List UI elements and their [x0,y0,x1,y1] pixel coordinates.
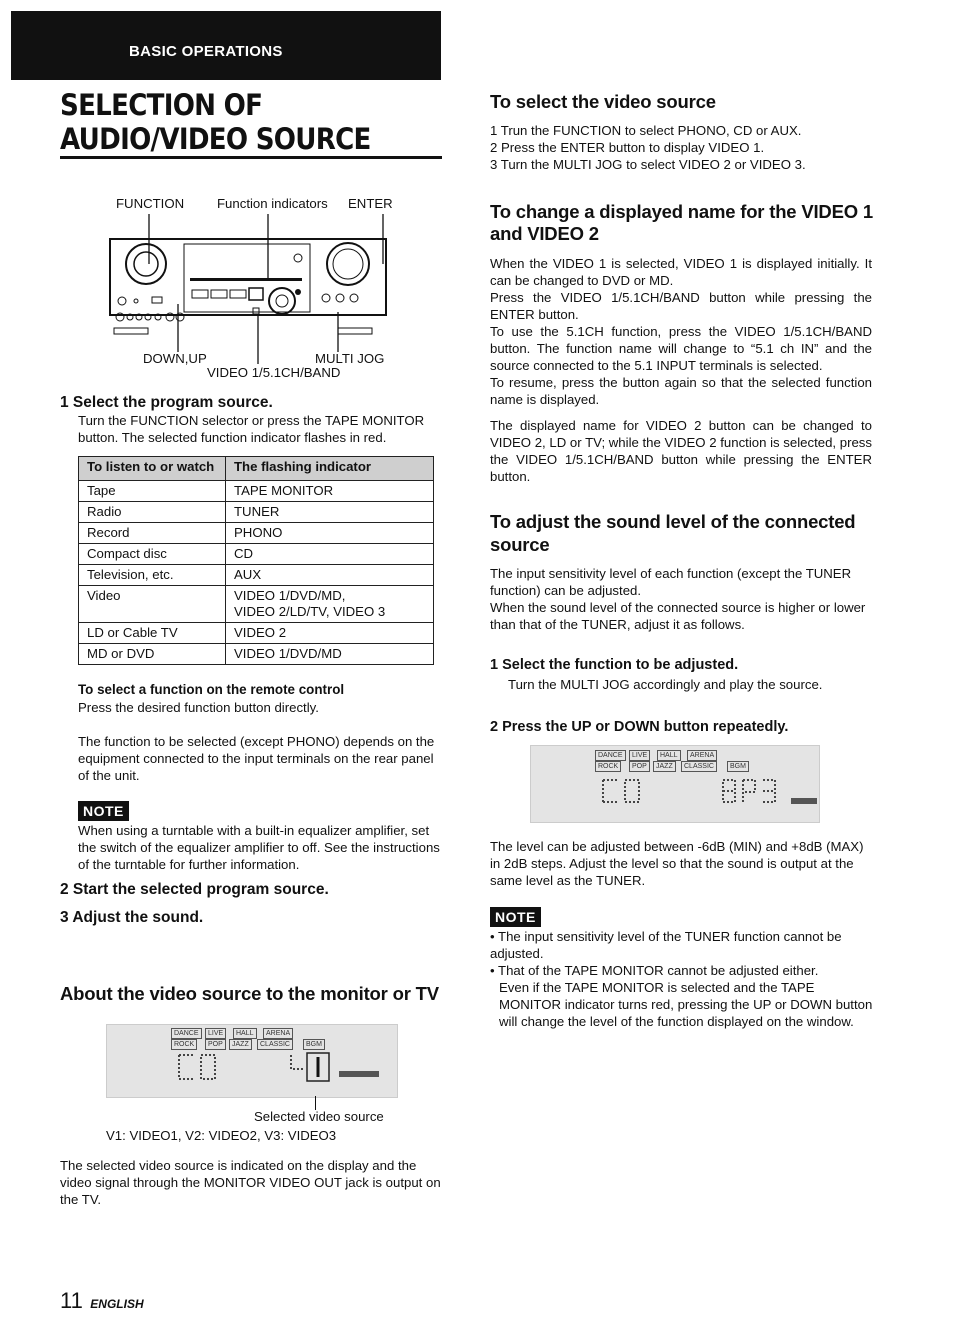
table-row [79,481,434,502]
lcd-tag: LIVE [629,750,650,761]
table-row [79,565,434,586]
lcd-tag: DANCE [595,750,626,761]
table-cell: TUNER [226,502,434,523]
remote-heading: To select a function on the remote control [78,682,345,697]
lcd-tag: ROCK [595,761,621,772]
display-video-source [106,1024,398,1098]
lcd-tag: BGM [727,761,749,772]
change-name-body [490,255,872,485]
section-label: BASIC OPERATIONS [129,43,283,60]
paragraph: Even if the TAPE MONITOR is selected and the TAPE MONITOR indicator turns red, pressing the UP or DOWN button will change the level of the function displayed on the window. [499,980,873,1029]
step1-text: Turn the FUNCTION selector or press the TAPE MONITOR button. The selected function indicator flashes in red. [78,413,425,445]
function-table [78,456,434,665]
table-cell-line: VIDEO 2/LD/TV, VIDEO 3 [234,604,386,619]
table-cell: Video [79,586,226,623]
paragraph: When the VIDEO 1 is selected, VIDEO 1 is displayed initially. It can be changed to DVD or MD. [490,256,872,288]
about-text: The selected video source is indicated on the display and the video signal through the MONITOR VIDEO OUT jack is output on the TV. [60,1158,441,1207]
table-header: To listen to or watch [79,457,226,481]
paragraph: To resume, press the button again so that the selected function name is displayed. [490,375,872,407]
display-caption: Selected video source [254,1109,384,1124]
footer-language: ENGLISH [90,1297,144,1311]
page-footer [60,1288,144,1314]
table-row [79,523,434,544]
table-row [79,644,434,665]
page-title: SELECTION OF AUDIO/VIDEO SOURCE [60,88,371,156]
lcd-tag: POP [205,1039,226,1050]
table-header: The flashing indicator [226,457,434,481]
change-name-heading: To change a displayed name for the VIDEO 1 and VIDEO 2 [490,201,873,244]
display-level [530,745,820,823]
table-row [79,623,434,644]
list-item: • That of the TAPE MONITOR cannot be adjusted either. [490,963,819,978]
table-cell: Record [79,523,226,544]
lcd-tag: ARENA [687,750,717,761]
level-text: The level can be adjusted between -6dB (MIN) and +8dB (MAX) in 2dB steps. Adjust the level so that the sound is output at the same level as the TUNER. [490,839,864,888]
table-cell [226,586,434,623]
list-item: 2 Press the ENTER button to display VIDEO 1. [490,140,765,155]
paragraph: The displayed name for VIDEO 2 button can be changed to VIDEO 2, LD or TV; while the VIDEO 2 function is selected, press the VIDEO 1/5.1CH/BAND button while pressing the ENTER button. [490,418,872,484]
lcd-tag: CLASSIC [681,761,717,772]
table-cell: Compact disc [79,544,226,565]
lcd-segments [531,746,819,822]
select-video-heading: To select the video source [490,91,716,112]
adjust-step1-text: Turn the MULTI JOG accordingly and play the source. [508,677,823,692]
note-badge: NOTE [78,801,129,821]
page-number: 11 [60,1288,83,1313]
table-cell: AUX [226,565,434,586]
lcd-tag: HALL [657,750,681,761]
label-function-indicators: Function indicators [217,196,328,211]
label-multi-jog: MULTI JOG [315,351,385,366]
step2-heading: 2 Start the selected program source. [60,881,329,898]
step1-heading: 1 Select the program source. [60,394,273,411]
video-legend: V1: VIDEO1, V2: VIDEO2, V3: VIDEO3 [106,1128,337,1143]
table-cell-line: VIDEO 1/DVD/MD, [234,588,346,603]
list-item: 3 Turn the MULTI JOG to select VIDEO 2 or VIDEO 3. [490,157,806,172]
select-video-steps [490,122,806,173]
label-enter: ENTER [348,196,393,211]
title-rule [60,156,442,159]
table-cell: VIDEO 2 [226,623,434,644]
label-function: FUNCTION [116,196,185,211]
note-badge: NOTE [490,907,541,927]
lcd-tag: HALL [233,1028,257,1039]
lcd-tag: LIVE [205,1028,226,1039]
table-cell: LD or Cable TV [79,623,226,644]
about-heading: About the video source to the monitor or TV [60,983,439,1004]
table-header-row [79,457,434,481]
lcd-tag: JAZZ [229,1039,252,1050]
lcd-segments [107,1025,397,1097]
adjust-step2-heading: 2 Press the UP or DOWN button repeatedly. [490,719,789,735]
lcd-tag: JAZZ [653,761,676,772]
lcd-tag: POP [629,761,650,772]
table-cell: MD or DVD [79,644,226,665]
lcd-tag: BGM [303,1039,325,1050]
lcd-tag: ARENA [263,1028,293,1039]
remote-text: Press the desired function button directly. [78,700,319,715]
label-down-up: DOWN,UP [143,351,207,366]
step3-heading: 3 Adjust the sound. [60,909,204,926]
list-item: 1 Trun the FUNCTION to select PHONO, CD or AUX. [490,123,802,138]
table-cell: Television, etc. [79,565,226,586]
table-cell: CD [226,544,434,565]
paragraph: To use the 5.1CH function, press the VIDEO 1/5.1CH/BAND button. The function name will change to “5.1 ch IN” and the source connected to the 5.1 INPUT terminals is selected. [490,324,872,373]
adjust-body [490,565,872,633]
section-header-bar [11,11,441,80]
lcd-tag: ROCK [171,1039,197,1050]
paragraph: The input sensitivity level of each function (except the TUNER function) can be adjusted. [490,566,852,598]
lcd-tag: CLASSIC [257,1039,293,1050]
table-cell: Radio [79,502,226,523]
table-row [79,586,434,623]
label-video-band: VIDEO 1/5.1CH/BAND [207,365,341,380]
table-cell: Tape [79,481,226,502]
table-row [79,502,434,523]
adjust-heading: To adjust the sound level of the connected source [490,511,856,555]
table-cell: PHONO [226,523,434,544]
depends-text: The function to be selected (except PHONO) depends on the equipment connected to the input terminals on the rear panel of the unit. [78,734,435,783]
note1-text: When using a turntable with a built-in equalizer amplifier, set the switch of the equalizer amplifier to off. See the instructions of the turntable for further information. [78,823,440,872]
adjust-step1-heading: 1 Select the function to be adjusted. [490,657,739,673]
table-row [79,544,434,565]
note2-body [490,928,874,1030]
lcd-tag: DANCE [171,1028,202,1039]
paragraph: Press the VIDEO 1/5.1CH/BAND button while pressing the ENTER button. [490,290,872,322]
list-item: • The input sensitivity level of the TUNER function cannot be adjusted. [490,929,842,961]
paragraph: When the sound level of the connected source is higher or lower than that of the TUNER, adjust it as follows. [490,600,866,632]
front-panel-diagram [100,192,400,382]
table-cell: VIDEO 1/DVD/MD [226,644,434,665]
table-cell: TAPE MONITOR [226,481,434,502]
